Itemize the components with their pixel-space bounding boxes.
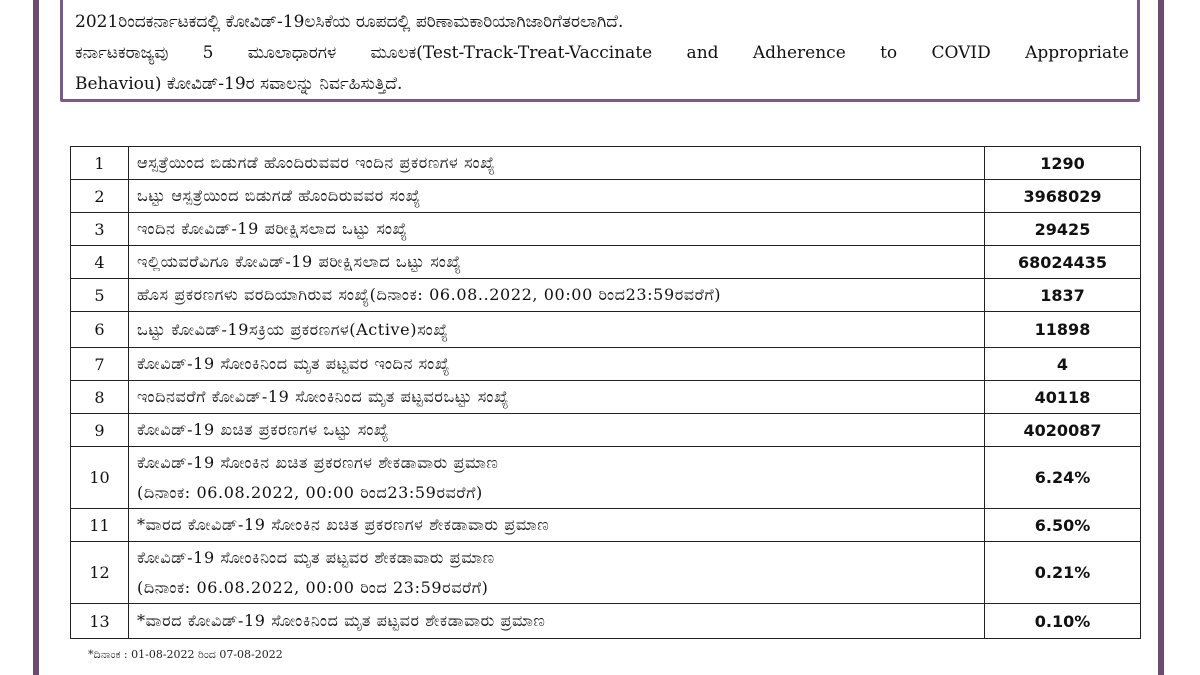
row-description (129, 414, 985, 447)
table-row (71, 147, 1141, 180)
row-number: 1 (71, 147, 129, 180)
row-number: 5 (71, 279, 129, 312)
row-description-line: ಕೋವಿಡ್-19 ಖಚಿತ ಪ್ರಕರಣಗಳ ಒಟ್ಟು ಸಂಖ್ಯೆ (137, 420, 389, 439)
row-value: 1290 (985, 147, 1141, 180)
row-number: 8 (71, 381, 129, 414)
row-value: 6.24% (985, 447, 1141, 509)
page-frame-left (33, 0, 39, 675)
row-value: 0.21% (985, 542, 1141, 604)
table-row (71, 604, 1141, 639)
row-description-line: ಒಟ್ಟು ಆಸ್ಪತ್ರೆಯಿಂದ ಬಿಡುಗಡೆ ಹೊಂದಿರುವವರ ಸಂಖ್ಯೆ (137, 186, 421, 205)
table-row (71, 348, 1141, 381)
row-description (129, 348, 985, 381)
row-description-line: ಹೊಸ ಪ್ರಕರಣಗಳು ವರದಿಯಾಗಿರುವ ಸಂಖ್ಯೆ(ದಿನಾಂಕ: 06.08..2022, 00:00 ರಿಂದ23:59ರವರೆಗೆ) (137, 285, 722, 304)
intro-box (60, 0, 1140, 102)
row-description-line: ಇಲ್ಲಿಯವರೆವಿಗೂ ಕೋವಿಡ್-19 ಪರೀಕ್ಷಿಸಲಾದ ಒಟ್ಟು ಸಂಖ್ಯೆ (137, 252, 462, 271)
row-value: 4020087 (985, 414, 1141, 447)
table-row (71, 180, 1141, 213)
row-value: 29425 (985, 213, 1141, 246)
intro-line-3: Behaviou) ಕೋವಿಡ್-19ರ ಸವಾಲನ್ನು ನಿರ್ವಹಿಸುತ್ತಿದೆ. (75, 74, 403, 94)
row-number: 6 (71, 312, 129, 348)
row-description (129, 604, 985, 639)
table-row (71, 381, 1141, 414)
row-description-line: ಇಂದಿನವರೆಗೆ ಕೋವಿಡ್-19 ಸೋಂಕಿನಿಂದ ಮೃತ ಪಟ್ಟವರಒಟ್ಟು ಸಂಖ್ಯೆ (137, 387, 510, 406)
intro-line-1: 2021ರಿಂದಕರ್ನಾಟಕದಲ್ಲಿ ಕೋವಿಡ್-19ಲಸಿಕೆಯ ರೂಪದಲ್ಲಿ ಪರಿಣಾಮಕಾರಿಯಾಗಿಜಾರಿಗೆತರಲಾಗಿದೆ. (75, 12, 624, 32)
row-number: 10 (71, 447, 129, 509)
row-value: 40118 (985, 381, 1141, 414)
table-row (71, 542, 1141, 604)
row-description (129, 213, 985, 246)
row-description-date: (ದಿನಾಂಕ: 06.08.2022, 00:00 ರಿಂದ 23:59ರವರೆಗೆ) (137, 577, 489, 597)
row-value: 4 (985, 348, 1141, 381)
row-description-date: (ದಿನಾಂಕ: 06.08.2022, 00:00 ರಿಂದ23:59ರವರೆಗೆ) (137, 482, 483, 502)
table-row (71, 312, 1141, 348)
row-description (129, 312, 985, 348)
row-description (129, 447, 985, 509)
table-row (71, 246, 1141, 279)
row-description (129, 381, 985, 414)
row-description-line: ಕೋವಿಡ್-19 ಸೋಂಕಿನಿಂದ ಮೃತ ಪಟ್ಟವರ ಶೇಕಡಾವಾರು ಪ್ರಮಾಣ (137, 547, 495, 567)
row-description-line: *ವಾರದ ಕೋವಿಡ್-19 ಸೋಂಕಿನಿಂದ ಮೃತ ಪಟ್ಟವರ ಶೇಕಡಾವಾರು ಪ್ರಮಾಣ (137, 611, 546, 630)
footnote: *ದಿನಾಂಕ : 01-08-2022 ರಿಂದ 07-08-2022 (88, 648, 283, 661)
row-number: 9 (71, 414, 129, 447)
row-number: 3 (71, 213, 129, 246)
row-description (129, 147, 985, 180)
row-number: 7 (71, 348, 129, 381)
row-value: 68024435 (985, 246, 1141, 279)
table-row (71, 447, 1141, 509)
table-row (71, 279, 1141, 312)
row-number: 13 (71, 604, 129, 639)
row-description (129, 180, 985, 213)
intro-line-2: ಕರ್ನಾಟಕರಾಜ್ಯವು 5 ಮೂಲಾಧಾರಗಳ ಮೂಲಕ(Test-Track-Treat-Vaccinate and Adherence to COVID Appropriate (75, 43, 1129, 63)
table-row (71, 414, 1141, 447)
row-description (129, 246, 985, 279)
covid-stats-table (70, 146, 1141, 639)
row-description (129, 509, 985, 542)
row-description-line: ಕೋವಿಡ್-19 ಸೋಂಕಿನ ಖಚಿತ ಪ್ರಕರಣಗಳ ಶೇಕಡಾವಾರು ಪ್ರಮಾಣ (137, 452, 499, 472)
row-number: 2 (71, 180, 129, 213)
row-value: 3968029 (985, 180, 1141, 213)
row-description-line: ಒಟ್ಟು ಕೋವಿಡ್-19ಸಕ್ರಿಯ ಪ್ರಕರಣಗಳ(Active)ಸಂಖ್ಯೆ (137, 319, 449, 339)
row-description-line: ಇಂದಿನ ಕೋವಿಡ್-19 ಪರೀಕ್ಷಿಸಲಾದ ಒಟ್ಟು ಸಂಖ್ಯೆ (137, 219, 408, 238)
row-description-line: *ವಾರದ ಕೋವಿಡ್-19 ಸೋಂಕಿನ ಖಚಿತ ಪ್ರಕರಣಗಳ ಶೇಕಡಾವಾರು ಪ್ರಮಾಣ (137, 515, 550, 534)
table-row (71, 509, 1141, 542)
page-frame-right (1158, 0, 1164, 675)
row-description-line: ಕೋವಿಡ್-19 ಸೋಂಕಿನಿಂದ ಮೃತ ಪಟ್ಟವರ ಇಂದಿನ ಸಂಖ್ಯೆ (137, 354, 450, 373)
row-value: 0.10% (985, 604, 1141, 639)
table-row (71, 213, 1141, 246)
row-value: 11898 (985, 312, 1141, 348)
row-number: 12 (71, 542, 129, 604)
row-number: 4 (71, 246, 129, 279)
row-value: 6.50% (985, 509, 1141, 542)
row-number: 11 (71, 509, 129, 542)
row-description (129, 542, 985, 604)
row-description (129, 279, 985, 312)
row-description-line: ಆಸ್ಪತ್ರೆಯಿಂದ ಬಿಡುಗಡೆ ಹೊಂದಿರುವವರ ಇಂದಿನ ಪ್ರಕರಣಗಳ ಸಂಖ್ಯೆ (137, 153, 496, 172)
row-value: 1837 (985, 279, 1141, 312)
